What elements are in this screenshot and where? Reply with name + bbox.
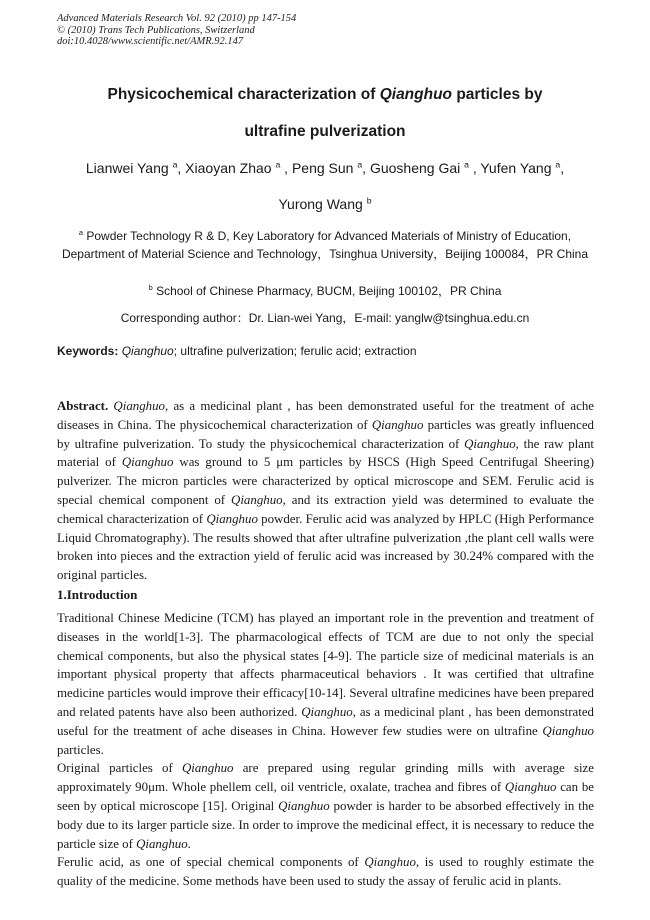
journal-header-line-3: doi:10.4028/www.scientific.net/AMR.92.147 [57, 36, 244, 48]
introduction-paragraph-3: Ferulic acid, as one of special chemical components of Qianghuo, is used to roughly estimate the quality of the medicine. Some methods have been used to study the assay of ferulic acid in plants. [57, 855, 594, 889]
keywords-line: Keywords: Qianghuo; ultrafine pulverization; ferulic acid; extraction [57, 344, 417, 358]
paper-title-line-1: Physicochemical characterization of Qianghuo particles by [107, 86, 543, 103]
authors-line-2: Yurong Wang $^b$ [278, 195, 372, 212]
journal-header-line-2: © (2010) Trans Tech Publications, Switzerland [57, 24, 255, 36]
introduction-paragraph-2: Original particles of Qianghuo are prepared using regular grinding mills with average size approximately 90μm. Whole phellem cell, oil ventricle, oxalate, trachea and fibres of Qianghuo can be seen by optical microscope [15]. Original Qianghuo powder is harder to be absorbed effectively in the body due to its larger particle size. In order to improve the medicinal effect, it is necessary to reduce the particle size of Qianghuo. [57, 761, 594, 851]
paper-title-line-2: ultrafine pulverization [244, 123, 406, 140]
affiliation-a: $^a$ Powder Technology R & D, Key Laboratory for Advanced Materials of Ministry of Education, Department of Material Science and Technology，Tsinghua University，Beijing 100084，PR China [61, 228, 589, 261]
journal-header-line-1: Advanced Materials Research Vol. 92 (2010) pp 147-154 [57, 13, 297, 24]
introduction-paragraph-1: Traditional Chinese Medicine (TCM) has played an important role in the prevention and treatment of diseases in the world[1-3]. The pharmacological effects of TCM are due to not only the special chemical components, but also the physical states [4-9]. The particle size of medicinal materials is an important physical property that affects pharmaceutical behaviors . It was certified that ultrafine medicine particles would improve their efficacy[10-14]. Several ultrafine medicines have been prepared and related patents have also been authorized. Qianghuo, as a medicinal plant , has been demonstrated useful for the treatment of ache diseases in China. However few studies were on ultrafine Qianghuo particles. [57, 611, 595, 757]
abstract-paragraph: Abstract. Qianghuo, as a medicinal plant , has been demonstrated useful for the treatment of ache diseases in China. The physicochemical characterization of Qianghuo particles was greatly influenced by ultrafine pulverization. To study the physicochemical characterization of Qianghuo, the raw plant material of Qianghuo was ground to 5 μm particles by HSCS (High Speed Centrifugal Sheering) pulverizer. The micron particles were characterized by optical microscope and SEM. Ferulic acid is special chemical component of Qianghuo, and its extraction yield was determined to evaluate the chemical characterization of Qianghuo powder. Ferulic acid was analyzed by HPLC (High Performance Liquid Chromatography). The results showed that after ultrafine pulverization ,the plant cell walls were broken into pieces and the extraction yield of ferulic acid was increased by 30.24% compared with the original particles. [57, 399, 595, 583]
introduction-body [57, 609, 594, 891]
corresponding-author-line: Corresponding author：Dr. Lian-wei Yang，E-mail: yanglw@tsinghua.edu.cn [120, 311, 530, 325]
affiliation-b: $^b$ School of Chinese Pharmacy, BUCM, Beijing 100102，PR China [148, 283, 502, 298]
section-heading-introduction: 1.Introduction [57, 587, 138, 602]
authors-line-1: Lianwei Yang $^a$, Xiaoyan Zhao $^a$ , Peng Sun $^a$, Guosheng Gai $^a$ , Yufen Yang $^a$, [85, 159, 565, 176]
journal-header [57, 13, 507, 48]
